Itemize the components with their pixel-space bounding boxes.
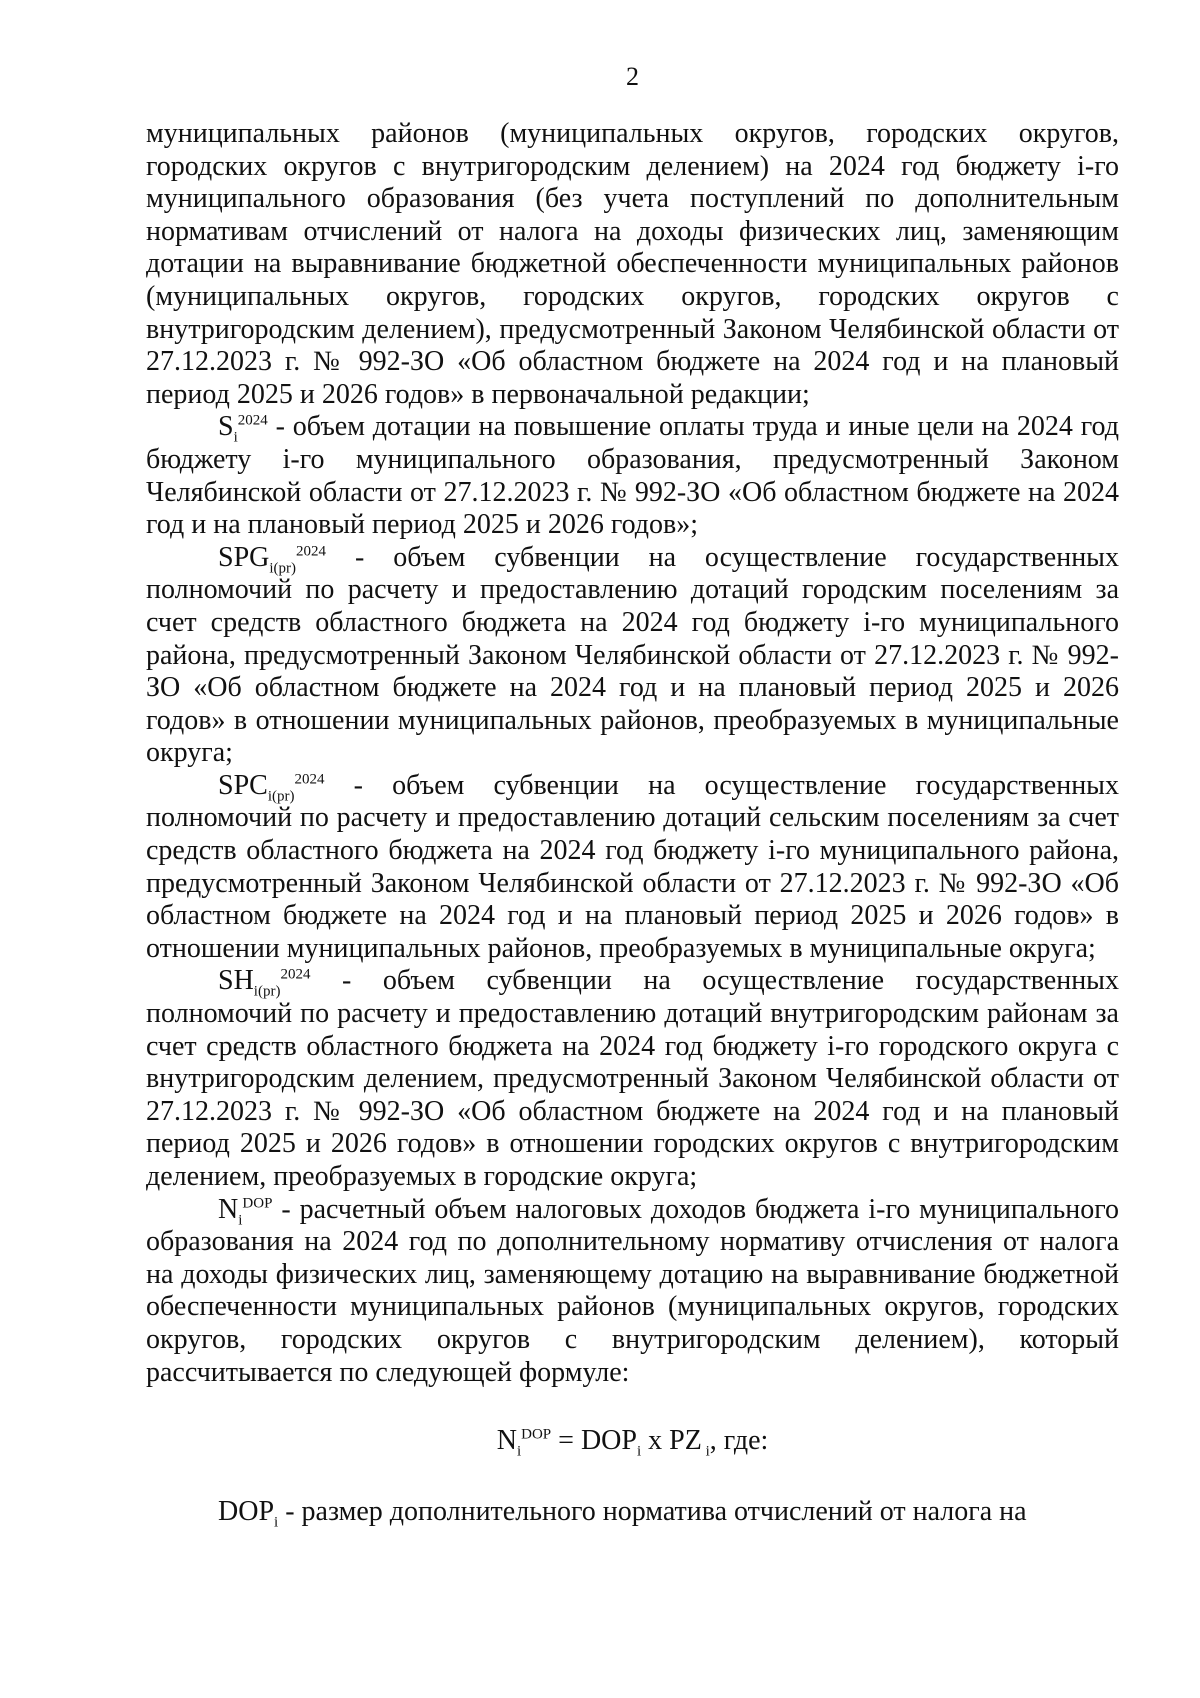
document-body: [146, 118, 1119, 1531]
symbol-dop: $DOP_i$: [218, 1495, 279, 1531]
formula: $N_i^{DOP} = DOP_i$ x PZ $_i$, где:: [496, 1425, 769, 1460]
definition-sh: [146, 965, 1119, 1193]
symbol-spc: $SPC_{i(pr)}^{2024}$: [218, 769, 325, 805]
definition-n-dop: [146, 1194, 1119, 1390]
definition-text: - объем субвенции на осуществление государственных полномочий по расчету и предоставлению дотаций внутригородским районам за счет средств областного бюджета на 2024 год бюджету i-го городского округа с внутригородским делением, предусмотренный Законом Челябинской области от 27.12.2023 г. № 992-ЗО «Об областном бюджете на 2024 год и на плановый период 2025 и 2026 годов» в отношении городских округов с внутригородским делением, преобразуемых в городские округа;: [146, 965, 1119, 1192]
page-number: 2: [626, 62, 639, 91]
symbol-n-dop: $N_i^{DOP}$: [218, 1193, 273, 1229]
definition-text: - расчетный объем налоговых доходов бюджета i-го муниципального образования на 2024 год по дополнительному нормативу отчисления от налога на доходы физических лиц, заменяющему дотацию на выравнивание бюджетной обеспеченности муниципальных районов (муниципальных округов, городских округов, городских округов с внутригородским делением), который рассчитывается по следующей формуле:: [146, 1193, 1119, 1388]
definition-dop: [146, 1496, 1119, 1529]
paragraph-text: муниципальных районов (муниципальных округов, городских округов, городских округов с внутригородским делением) на 2024 год бюджету i-го муниципального образования (без учета поступлений по дополнительным нормативам отчислений от налога на доходы физических лиц, заменяющим дотации на выравнивание бюджетной обеспеченности муниципальных районов (муниципальных округов, городских округов, городских округов с внутригородским делением), предусмотренный Законом Челябинской области от 27.12.2023 г. № 992-ЗО «Об областном бюджете на 2024 год и на плановый период 2025 и 2026 годов» в первоначальной редакции;: [146, 118, 1119, 410]
definition-spc: [146, 770, 1119, 966]
paragraph-continuation: [146, 118, 1119, 411]
symbol-spg: $SPG_{i(pr)}^{2024}$: [218, 541, 327, 577]
definition-text: - объем субвенции на осуществление государственных полномочий по расчету и предоставлению дотаций сельским поселениям за счет средств областного бюджета на 2024 год бюджету i-го муниципального района, предусмотренный Законом Челябинской области от 27.12.2023 г. № 992-ЗО «Об областном бюджете на 2024 год и на плановый период 2025 и 2026 годов» в отношении муниципальных районов, преобразуемых в муниципальные округа;: [146, 769, 1119, 964]
symbol-s: $S_i^{2024}$: [218, 411, 268, 446]
definition-s-i-2024: [146, 411, 1119, 541]
symbol-sh: $SH_{i(pr)}^{2024}$: [218, 965, 311, 1001]
definition-text: - объем субвенции на осуществление государственных полномочий по расчету и предоставлению дотаций городским поселениям за счет средств областного бюджета на 2024 год бюджету i-го муниципального района, предусмотренный Законом Челябинской области от 27.12.2023 г. № 992-ЗО «Об областном бюджете на 2024 год и на плановый период 2025 и 2026 годов» в отношении муниципальных районов, преобразуемых в муниципальные округа;: [146, 541, 1119, 769]
definition-text: - размер дополнительного норматива отчислений от налога на: [278, 1495, 1027, 1527]
definition-spg: [146, 542, 1119, 770]
definition-text: - объем дотации на повышение оплаты труда и иные цели на 2024 год бюджету i-го муниципального образования, предусмотренный Законом Челябинской области от 27.12.2023 г. № 992-ЗО «Об областном бюджете на 2024 год и на плановый период 2025 и 2026 годов»;: [146, 411, 1119, 541]
